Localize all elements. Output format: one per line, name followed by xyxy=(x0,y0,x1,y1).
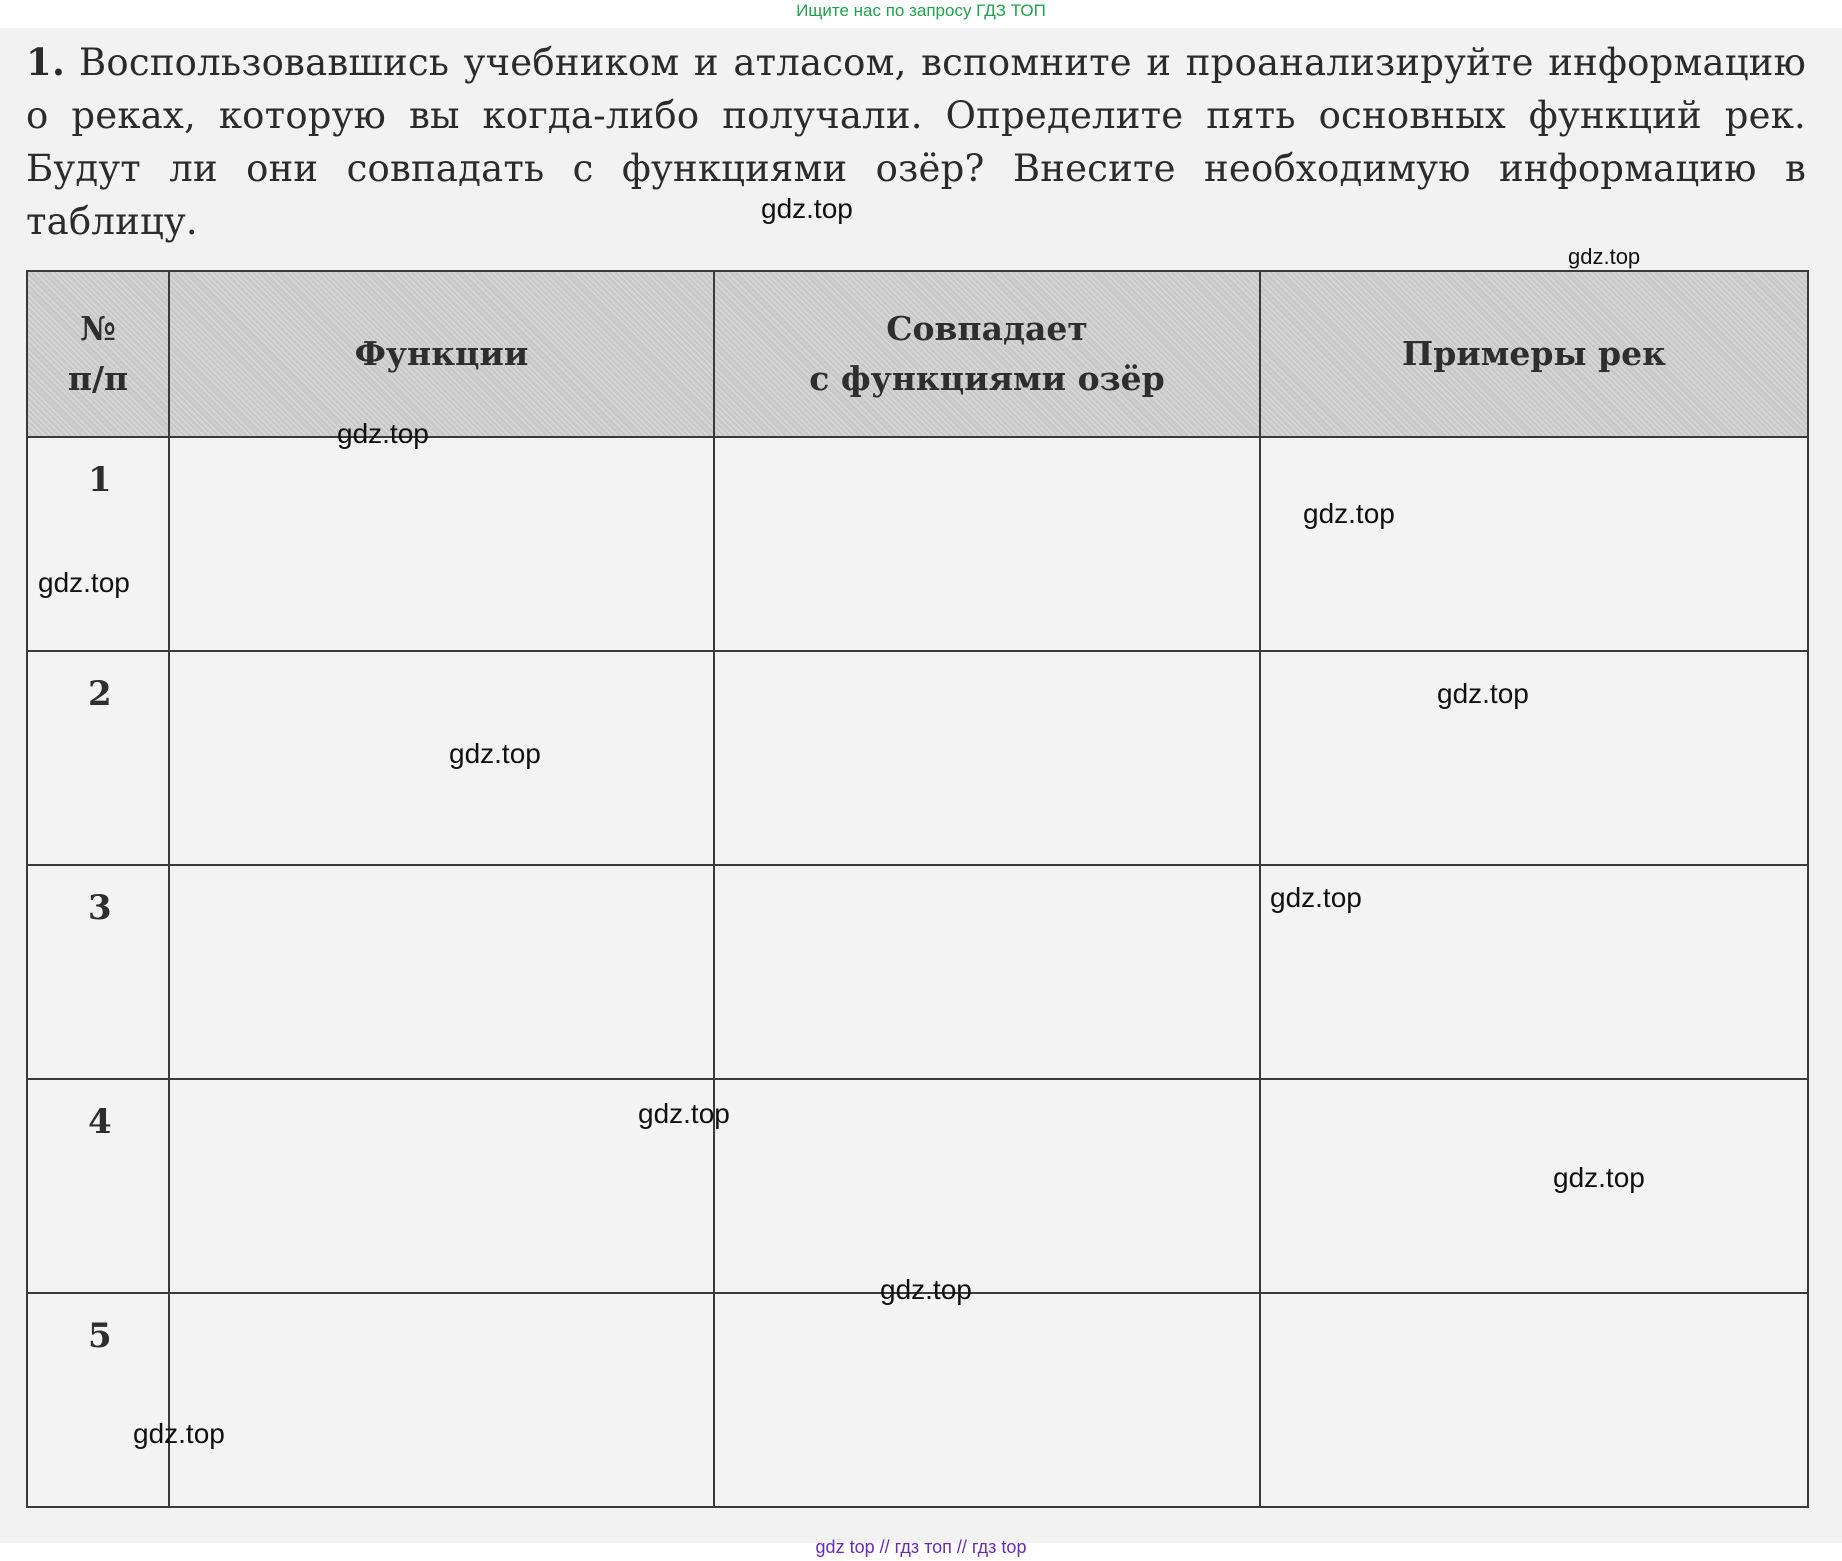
watermark: gdz.top xyxy=(449,738,541,769)
row-number-cell xyxy=(27,865,169,1079)
header-examples: Примеры рек xyxy=(1260,271,1808,437)
answer-table xyxy=(26,270,1809,1508)
examples-cell[interactable] xyxy=(1260,1079,1808,1293)
header-match-lakes xyxy=(714,271,1260,437)
header-match-line2: с функциями озёр xyxy=(809,359,1165,398)
match-cell[interactable] xyxy=(714,1293,1260,1507)
row-number: 1 xyxy=(88,460,112,500)
examples-cell[interactable] xyxy=(1260,1293,1808,1507)
header-number-abbr: п/п xyxy=(67,359,129,398)
examples-cell[interactable] xyxy=(1260,437,1808,651)
watermark: gdz.top xyxy=(1270,882,1362,913)
row-number: 3 xyxy=(88,888,112,928)
row-number-cell xyxy=(27,437,169,651)
match-cell[interactable] xyxy=(714,437,1260,651)
header-match-line1: Совпадает xyxy=(886,309,1088,348)
watermark: gdz.top xyxy=(337,418,429,449)
header-number xyxy=(27,271,169,437)
row-number-cell xyxy=(27,1293,169,1507)
header-functions: Функции xyxy=(169,271,714,437)
header-number-symbol: № xyxy=(80,309,116,348)
table-row xyxy=(27,1079,1808,1293)
row-number-cell xyxy=(27,651,169,865)
row-number-cell xyxy=(27,1079,169,1293)
watermark: gdz.top xyxy=(638,1098,730,1129)
match-cell[interactable] xyxy=(714,651,1260,865)
functions-cell[interactable] xyxy=(169,865,714,1079)
row-number: 2 xyxy=(88,674,112,714)
watermark: gdz.top xyxy=(133,1418,225,1449)
functions-cell[interactable] xyxy=(169,1079,714,1293)
watermark: gdz.top xyxy=(1568,244,1641,269)
table-row xyxy=(27,437,1808,651)
functions-cell[interactable] xyxy=(169,437,714,651)
task-body: Воспользовавшись учебником и атласом, вспомните и проанализируйте информацию о реках, которую вы когда-либо получали. Определите пять основных функций рек. Будут ли они совпадать с функциями озёр? Внесите необходимую информацию в таблицу. xyxy=(26,41,1806,243)
table-row xyxy=(27,651,1808,865)
watermark: gdz.top xyxy=(1437,678,1529,709)
functions-cell[interactable] xyxy=(169,651,714,865)
row-number: 4 xyxy=(88,1102,112,1142)
watermark: gdz.top xyxy=(761,193,853,224)
watermark: gdz.top xyxy=(880,1274,972,1305)
table-row xyxy=(27,1293,1808,1507)
table-header-row xyxy=(27,271,1808,437)
footer-links[interactable]: gdz top // гдз топ // гдз top xyxy=(815,1537,1027,1557)
row-number: 5 xyxy=(88,1316,112,1356)
top-banner[interactable]: Ищите нас по запросу ГДЗ ТОП xyxy=(0,0,1842,22)
watermark: gdz.top xyxy=(1303,498,1395,529)
task-text xyxy=(26,36,1806,248)
match-cell[interactable] xyxy=(714,1079,1260,1293)
match-cell[interactable] xyxy=(714,865,1260,1079)
watermark: gdz.top xyxy=(1553,1162,1645,1193)
examples-cell[interactable] xyxy=(1260,651,1808,865)
functions-cell[interactable] xyxy=(169,1293,714,1507)
task-number: 1. xyxy=(26,40,66,84)
watermark: gdz.top xyxy=(38,567,130,598)
table-row xyxy=(27,865,1808,1079)
